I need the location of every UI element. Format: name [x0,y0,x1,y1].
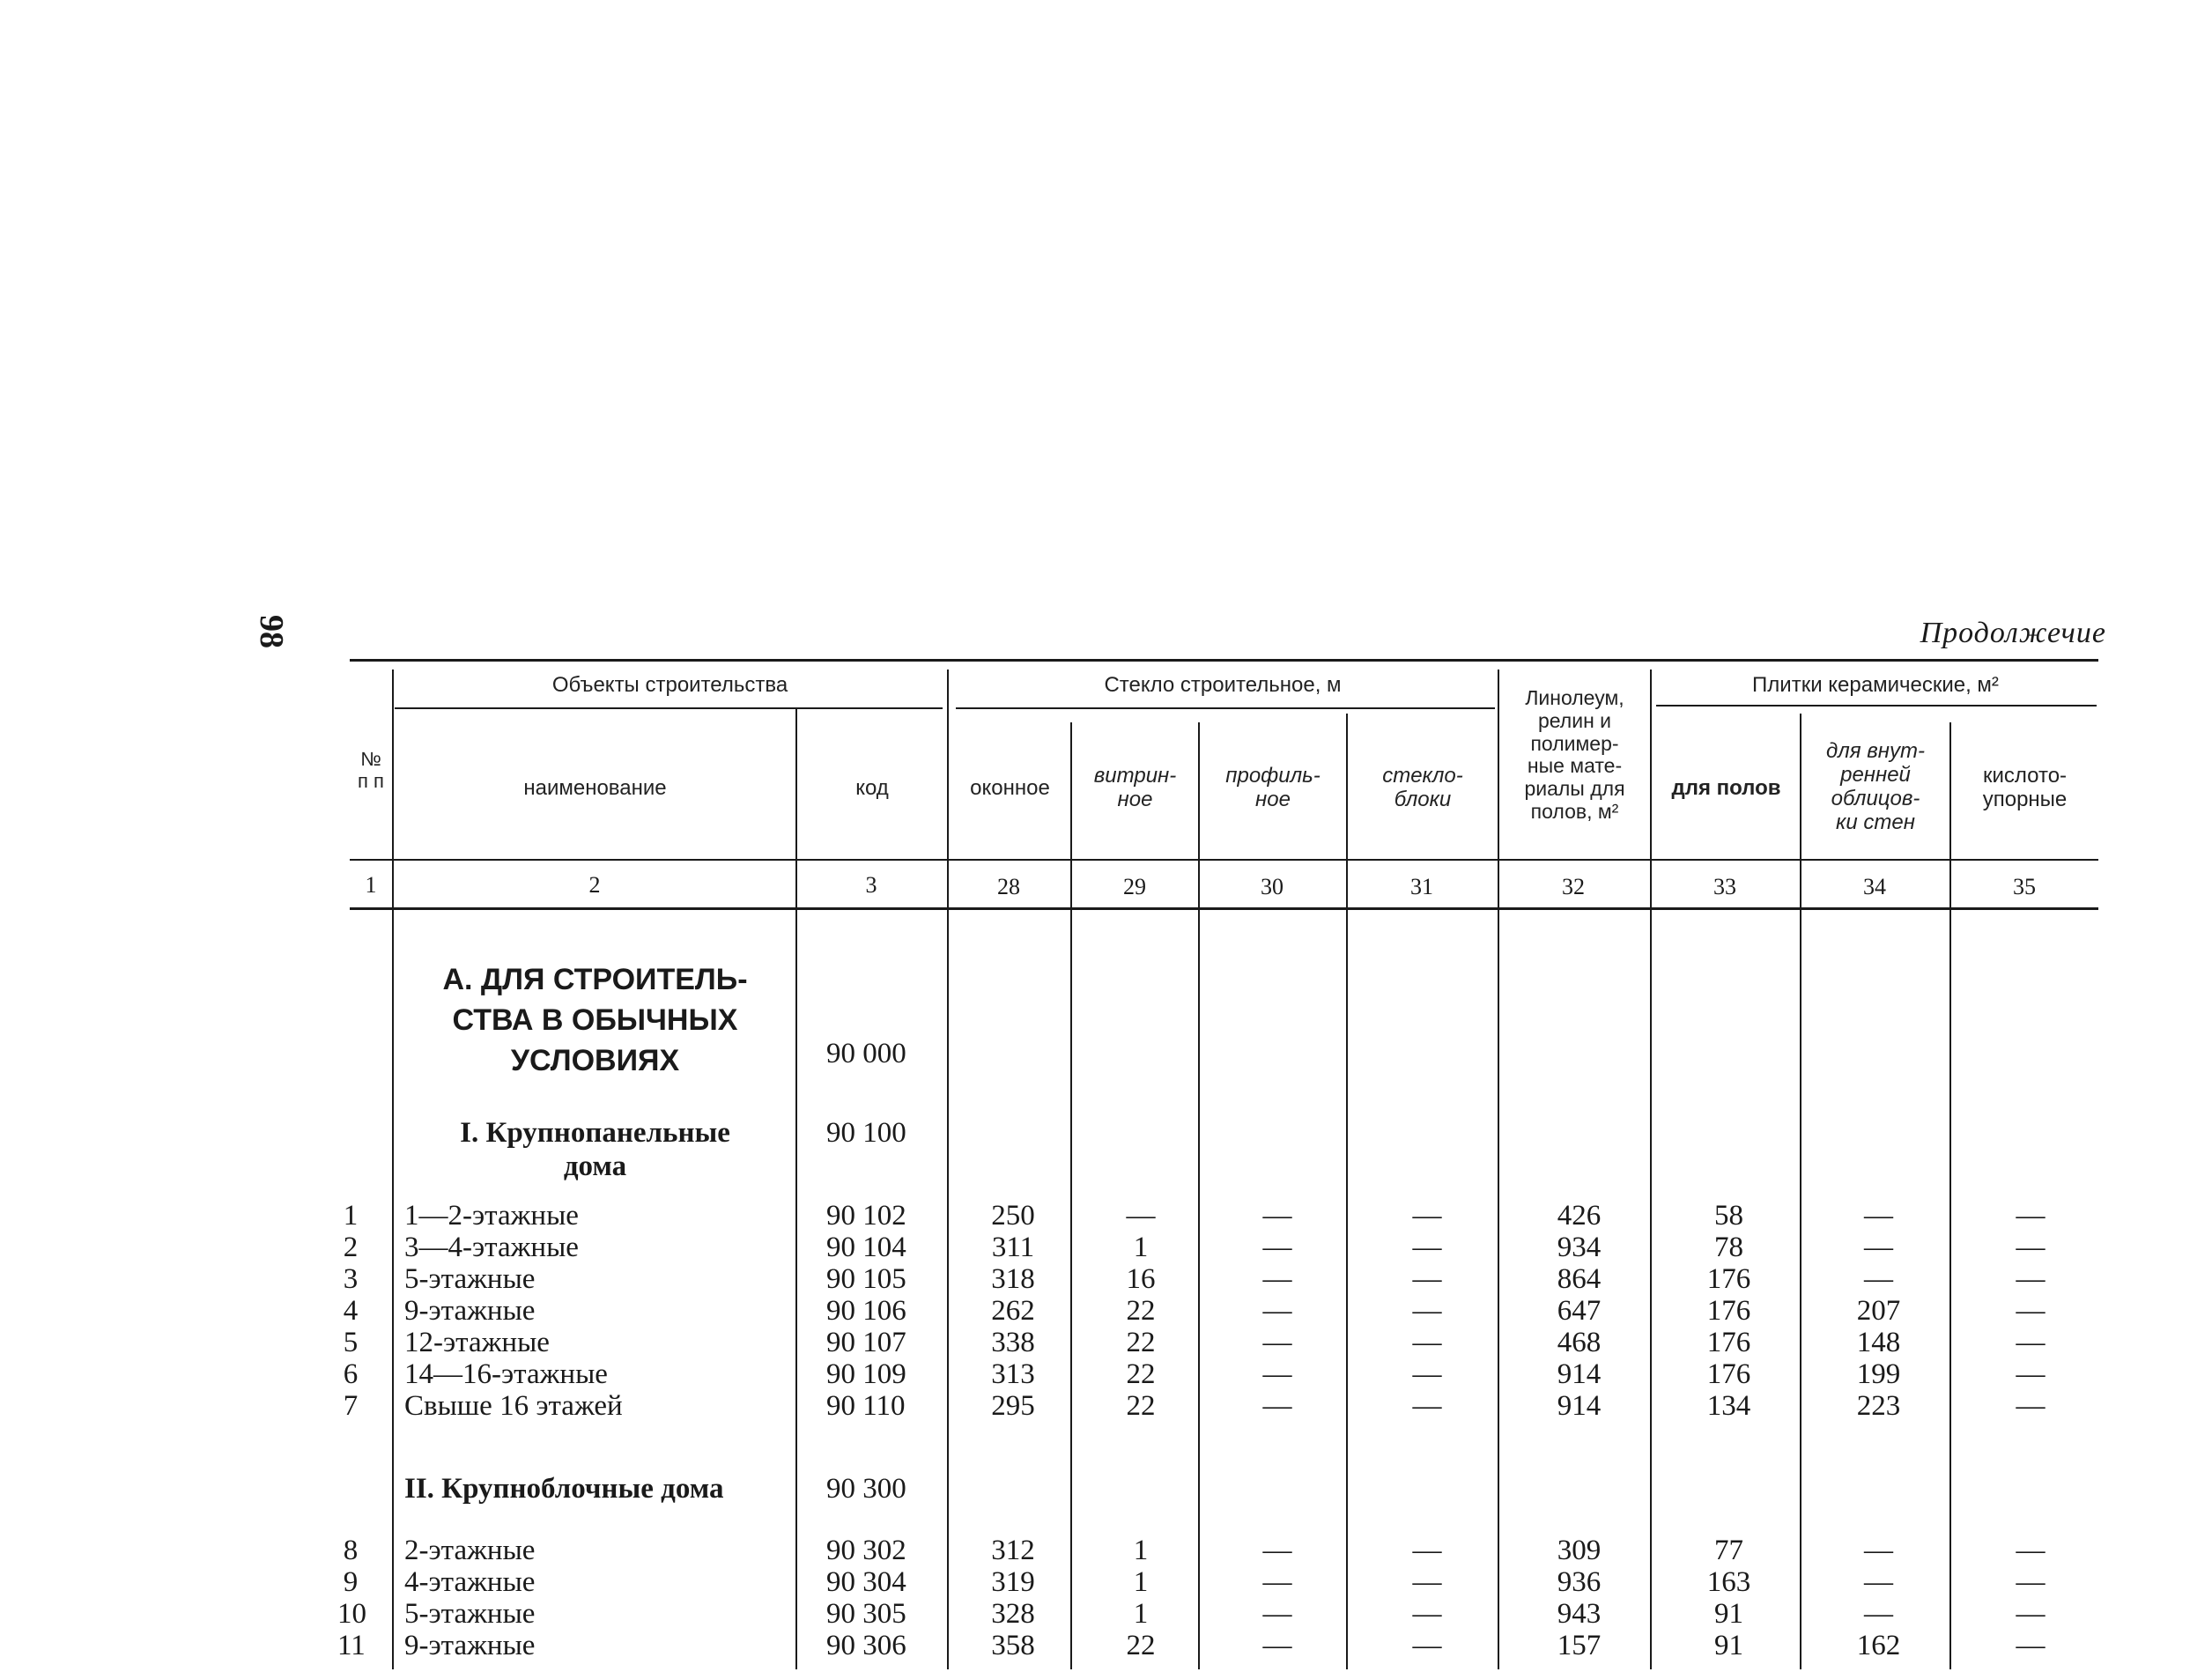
header-code: код [855,776,889,800]
objects-group-rule [395,707,943,709]
column-number: 29 [1123,874,1146,899]
row-acid-tiles: — [2016,1200,2046,1232]
table-row [0,1390,2212,1422]
page-number: 98 [253,615,290,648]
row-acid-tiles: — [2016,1390,2046,1422]
row-showcase-glass: 22 [1126,1630,1156,1661]
row-number: 3 [343,1263,359,1295]
row-linoleum: 934 [1557,1232,1602,1263]
row-code: 90 106 [826,1295,906,1327]
row-showcase-glass: 22 [1126,1327,1156,1358]
row-glass-blocks: — [1412,1263,1442,1295]
row-window-glass: 328 [991,1598,1035,1630]
row-number: 7 [343,1390,359,1422]
col-divider [392,670,394,1669]
row-name: 4-этажные [404,1566,536,1598]
row-glass-blocks: — [1412,1358,1442,1390]
column-number: 32 [1562,874,1585,899]
row-profiled-glass: — [1262,1390,1292,1422]
row-window-glass: 338 [991,1327,1035,1358]
group-2-title: II. Крупноблочные дома [404,1473,724,1505]
table-row [0,1535,2212,1566]
row-name: 1—2-этажные [404,1200,579,1232]
row-acid-tiles: — [2016,1630,2046,1661]
header-glass-group: Стекло строительное, м [1104,673,1342,697]
row-name: 9-этажные [404,1630,536,1661]
row-inner-tiles: 162 [1856,1630,1901,1661]
row-inner-tiles: — [1864,1232,1893,1263]
row-inner-tiles: — [1864,1200,1893,1232]
row-floor-tiles: 176 [1706,1358,1751,1390]
row-glass-blocks: — [1412,1390,1442,1422]
row-showcase-glass: 22 [1126,1295,1156,1327]
header-floor-tiles: для полов [1671,776,1781,800]
header-linoleum: Линолеум, релин и полимер- ные мате- риалы для полов, м² [1524,686,1625,823]
row-inner-tiles: 148 [1856,1327,1901,1358]
row-acid-tiles: — [2016,1263,2046,1295]
column-number: 3 [865,872,877,898]
row-floor-tiles: 78 [1714,1232,1743,1263]
row-floor-tiles: 58 [1714,1200,1743,1232]
row-linoleum: 914 [1557,1358,1602,1390]
row-floor-tiles: 77 [1714,1535,1743,1566]
row-name: 9-этажные [404,1295,536,1327]
row-glass-blocks: — [1412,1566,1442,1598]
col-divider [1800,714,1801,1669]
row-window-glass: 313 [991,1358,1035,1390]
table-row [0,1566,2212,1598]
row-showcase-glass: 1 [1133,1598,1149,1630]
table-row [0,1358,2212,1390]
row-code: 90 107 [826,1327,906,1358]
row-floor-tiles: 163 [1706,1566,1751,1598]
column-number: 35 [2013,874,2036,899]
row-glass-blocks: — [1412,1232,1442,1263]
row-floor-tiles: 176 [1706,1327,1751,1358]
row-number: 1 [343,1200,359,1232]
glass-group-rule [956,707,1495,709]
header-inner-tiles: для внут- ренней облицов- ки стен [1825,739,1925,834]
row-floor-tiles: 176 [1706,1263,1751,1295]
continued-label: Продолжечие [1920,617,2106,649]
col-divider [1949,722,1951,1669]
column-number: 2 [588,872,601,898]
row-name: Свыше 16 этажей [404,1390,623,1422]
table-row [0,1200,2212,1232]
row-acid-tiles: — [2016,1327,2046,1358]
row-profiled-glass: — [1262,1232,1292,1263]
header-profiled: профиль- ное [1225,764,1321,811]
table-row [0,1630,2212,1661]
col-divider [1070,722,1072,1669]
row-inner-tiles: — [1864,1566,1893,1598]
row-name: 5-этажные [404,1598,536,1630]
header-name: наименование [523,776,667,800]
header-acid-tiles: кислото- упорные [1982,764,2068,811]
row-window-glass: 295 [991,1390,1035,1422]
row-linoleum: 936 [1557,1566,1602,1598]
row-inner-tiles: 199 [1856,1358,1901,1390]
table-row [0,1232,2212,1263]
row-window-glass: 312 [991,1535,1035,1566]
column-number: 31 [1410,874,1433,899]
row-number: 4 [343,1295,359,1327]
table-row [0,1295,2212,1327]
group-1-code: 90 100 [826,1117,906,1149]
row-name: 5-этажные [404,1263,536,1295]
header-glassblocks: стекло- блоки [1382,764,1463,811]
row-code: 90 105 [826,1263,906,1295]
row-code: 90 305 [826,1598,906,1630]
row-linoleum: 914 [1557,1390,1602,1422]
group-1-title: I. Крупнопанельные дома [460,1117,730,1182]
row-glass-blocks: — [1412,1200,1442,1232]
row-window-glass: 262 [991,1295,1035,1327]
row-acid-tiles: — [2016,1295,2046,1327]
table-row [0,1327,2212,1358]
row-glass-blocks: — [1412,1598,1442,1630]
row-glass-blocks: — [1412,1295,1442,1327]
tiles-group-rule [1656,705,2097,707]
row-inner-tiles: 223 [1856,1390,1901,1422]
row-window-glass: 318 [991,1263,1035,1295]
row-profiled-glass: — [1262,1358,1292,1390]
row-linoleum: 426 [1557,1200,1602,1232]
row-window-glass: 250 [991,1200,1035,1232]
row-glass-blocks: — [1412,1630,1442,1661]
row-inner-tiles: — [1864,1598,1893,1630]
row-acid-tiles: — [2016,1566,2046,1598]
column-number: 33 [1713,874,1736,899]
column-number: 30 [1261,874,1284,899]
header-bottom-rule [350,859,2098,861]
section-a-title: А. ДЛЯ СТРОИТЕЛЬ- СТВА В ОБЫЧНЫХ УСЛОВИЯХ [442,963,748,1077]
row-linoleum: 309 [1557,1535,1602,1566]
row-showcase-glass: 16 [1126,1263,1156,1295]
header-tiles-group: Плитки керамические, м² [1752,673,1999,697]
row-profiled-glass: — [1262,1630,1292,1661]
row-number: 10 [337,1598,366,1630]
row-code: 90 110 [826,1390,906,1422]
row-number: 5 [343,1327,359,1358]
row-floor-tiles: 91 [1714,1630,1743,1661]
group-2-code: 90 300 [826,1473,906,1505]
column-number: 1 [365,872,377,898]
row-acid-tiles: — [2016,1232,2046,1263]
row-window-glass: 319 [991,1566,1035,1598]
row-linoleum: 468 [1557,1327,1602,1358]
row-linoleum: 864 [1557,1263,1602,1295]
table-row [0,1263,2212,1295]
row-code: 90 302 [826,1535,906,1566]
row-linoleum: 157 [1557,1630,1602,1661]
header-window: оконное [970,776,1050,800]
row-number: 6 [343,1358,359,1390]
row-inner-tiles: 207 [1856,1295,1901,1327]
row-code: 90 102 [826,1200,906,1232]
row-number: 9 [343,1566,359,1598]
row-number: 2 [343,1232,359,1263]
row-window-glass: 311 [991,1232,1035,1263]
row-inner-tiles: — [1864,1535,1893,1566]
header-showcase: витрин- ное [1093,764,1177,811]
row-code: 90 304 [826,1566,906,1598]
col-divider [795,709,797,1669]
column-numbers-rule [350,907,2098,910]
row-floor-tiles: 91 [1714,1598,1743,1630]
column-number: 28 [997,874,1020,899]
col-divider [1198,722,1200,1669]
row-linoleum: 647 [1557,1295,1602,1327]
row-code: 90 104 [826,1232,906,1263]
row-profiled-glass: — [1262,1327,1292,1358]
row-acid-tiles: — [2016,1598,2046,1630]
row-floor-tiles: 176 [1706,1295,1751,1327]
row-profiled-glass: — [1262,1566,1292,1598]
table-row [0,1598,2212,1630]
row-glass-blocks: — [1412,1327,1442,1358]
row-linoleum: 943 [1557,1598,1602,1630]
header-num: № п п [358,748,384,792]
column-number: 34 [1863,874,1886,899]
row-acid-tiles: — [2016,1358,2046,1390]
row-showcase-glass: 22 [1126,1358,1156,1390]
row-number: 11 [337,1630,366,1661]
header-objects-group: Объекты строительства [551,673,788,697]
row-showcase-glass: 22 [1126,1390,1156,1422]
row-showcase-glass: 1 [1133,1535,1149,1566]
row-profiled-glass: — [1262,1535,1292,1566]
row-showcase-glass: 1 [1133,1566,1149,1598]
row-name: 12-этажные [404,1327,550,1358]
row-showcase-glass: — [1126,1200,1156,1232]
row-acid-tiles: — [2016,1535,2046,1566]
row-profiled-glass: — [1262,1598,1292,1630]
row-name: 2-этажные [404,1535,536,1566]
row-floor-tiles: 134 [1706,1390,1751,1422]
row-glass-blocks: — [1412,1535,1442,1566]
col-divider [1346,714,1348,1669]
section-a-code: 90 000 [826,1038,906,1069]
row-code: 90 109 [826,1358,906,1390]
row-window-glass: 358 [991,1630,1035,1661]
table-top-rule [350,659,2098,662]
row-number: 8 [343,1535,359,1566]
row-showcase-glass: 1 [1133,1232,1149,1263]
row-profiled-glass: — [1262,1200,1292,1232]
row-inner-tiles: — [1864,1263,1893,1295]
col-divider [1650,670,1652,1669]
row-profiled-glass: — [1262,1295,1292,1327]
col-divider [947,670,949,1669]
row-profiled-glass: — [1262,1263,1292,1295]
row-code: 90 306 [826,1630,906,1661]
row-name: 14—16-этажные [404,1358,608,1390]
row-name: 3—4-этажные [404,1232,579,1263]
